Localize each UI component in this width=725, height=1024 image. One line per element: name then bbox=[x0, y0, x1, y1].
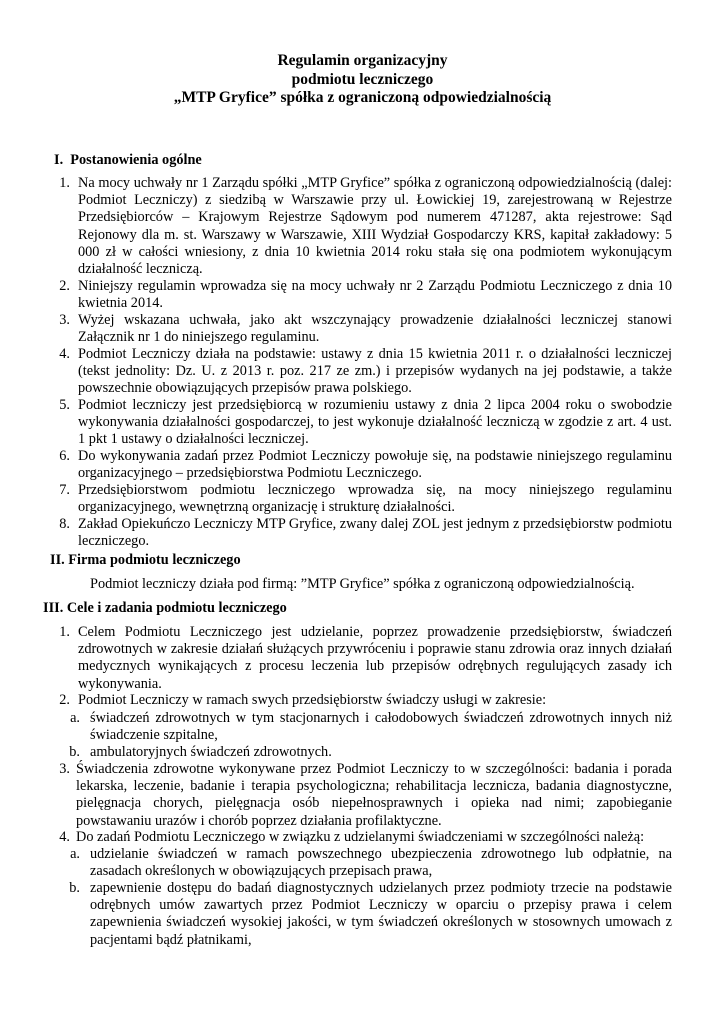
list-item-number: 7. bbox=[59, 482, 70, 498]
section-heading bbox=[54, 152, 202, 169]
list-item-text: Świadczenia zdrowotne wykonywane przez Podmiot Leczniczy to w szczególności: badania i porada lekarska, leczenie, badanie i terapia psychologiczna; rehabilitacja lecznicza, badania diagnostyczne, pielęgnacja chorych, pielęgnacja osób niepełnosprawnych i opieka nad nimi; zapobieganie powstawaniu urazów i chorób poprzez działania profilaktyczne. bbox=[76, 761, 672, 829]
list-item-text: Niniejszy regulamin wprowadza się na mocy uchwały nr 2 Zarządu Podmiotu Leczniczego z dnia 10 kwietnia 2014. bbox=[78, 278, 672, 312]
list-item-number: 4. bbox=[59, 346, 70, 362]
list-item-letter: b. bbox=[69, 744, 80, 760]
list-item-number: 4. bbox=[59, 829, 70, 845]
list-item-text: Do wykonywania zadań przez Podmiot Leczniczy powołuje się, na podstawie niniejszego regulaminu organizacyjnego – przedsiębiorstwa Podmiotu Leczniczego. bbox=[78, 448, 672, 482]
title-line: podmiotu leczniczego bbox=[291, 70, 434, 88]
list-item-text: Wyżej wskazana uchwała, jako akt wszczynający prowadzenie działalności leczniczej stanowi Załącznik nr 1 do niniejszego regulaminu. bbox=[78, 312, 672, 346]
title-line: „MTP Gryfice” spółka z ograniczoną odpowiedzialnością bbox=[173, 89, 552, 106]
list-item-number: 1. bbox=[59, 624, 70, 640]
list-item-text: Podmiot Leczniczy w ramach swych przedsiębiorstw świadczy usługi w zakresie: bbox=[78, 692, 547, 708]
list-item-number: 6. bbox=[59, 448, 70, 464]
list-item-letter: b. bbox=[69, 880, 80, 896]
list-item-number: 5. bbox=[59, 397, 70, 413]
list-item-letter: a. bbox=[70, 846, 80, 862]
list-item-text: Podmiot leczniczy jest przedsiębiorcą w rozumieniu ustawy z dnia 2 lipca 2004 roku o swobodzie wykonywania działalności gospodarczej, to jest wykonuje działalność leczniczą w zgodzie z art. 4 ust. 1 pkt 1 ustawy o działalności leczniczej. bbox=[78, 397, 672, 448]
section-number: II. bbox=[50, 552, 65, 568]
list-item-text: ambulatoryjnych świadczeń zdrowotnych. bbox=[90, 744, 332, 760]
list-item-text: Przedsiębiorstwom podmiotu leczniczego wprowadza się, na mocy niniejszego regulaminu organizacyjnego, wewnętrzną organizację i strukturę działalności. bbox=[78, 482, 672, 516]
section-heading bbox=[43, 600, 287, 617]
list-item-text: Celem Podmiotu Leczniczego jest udzielanie, poprzez prowadzenie przedsiębiorstw, świadczeń zdrowotnych w zakresie działań służących przywróceniu i poprawie stanu zdrowia oraz innych działań medycznych wynikających z procesu leczenia lub przepisów odrębnych regulujących zasady ich wykonywania. bbox=[78, 624, 672, 692]
section-title: Postanowienia ogólne bbox=[70, 152, 202, 168]
list-item-text: zapewnienie dostępu do badań diagnostycznych udzielanych przez podmioty trzecie na podstawie odrębnych umów zawartych przez Podmiot Leczniczy w oparciu o przepisy prawa i celem zapewnienia świadczeń wysokiej jakości, w tym świadczeń określonych w stosownych umowach z pacjentami bądź płatnikami, bbox=[90, 880, 672, 948]
section-heading bbox=[50, 552, 241, 569]
list-item-text: Podmiot Leczniczy działa na podstawie: ustawy z dnia 15 kwietnia 2011 r. o działalności leczniczej (tekst jednolity: Dz. U. z 2013 r. poz. 217 ze zm.) i przepisów wydanych na jej podstawie, a także powszechnie obowiązujących przepisów prawa polskiego. bbox=[78, 346, 672, 397]
list-item-text: świadczeń zdrowotnych w tym stacjonarnych i całodobowych świadczeń zdrowotnych innych niż świadczenie szpitalne, bbox=[90, 710, 672, 744]
list-item-number: 3. bbox=[59, 312, 70, 328]
list-item-number: 3. bbox=[59, 761, 70, 777]
section-number: I. bbox=[54, 152, 64, 168]
list-item-text: Na mocy uchwały nr 1 Zarządu spółki „MTP Gryfice” spółka z ograniczoną odpowiedzialnością (dalej: Podmiot Leczniczy) z siedzibą w Warszawie przy ul. Łowickiej 19, zarejestrowaną w Rejestrze Przedsiębiorców – Krajowym Rejestrze Sądowym pod numerem 471287, akta rejestrowe: Sąd Rejonowy dla m. st. Warszawy w Warszawie, XIII Wydział Gospodarczy KRS, kapitał zakładowy: 5 000 zł w całości wniesiony, z dnia 10 kwietnia 2014 roku stała się ona podmiotem wykonującym działalność leczniczą. bbox=[78, 175, 672, 278]
list-item-letter: a. bbox=[70, 710, 80, 726]
section-title: Firma podmiotu leczniczego bbox=[68, 552, 241, 568]
list-item-number: 1. bbox=[59, 175, 70, 191]
list-item-text: udzielanie świadczeń w ramach powszechnego ubezpieczenia zdrowotnego lub odpłatnie, na zasadach określonych w obowiązujących przepisach prawa, bbox=[90, 846, 672, 880]
paragraph-text: Podmiot leczniczy działa pod firmą: ”MTP Gryfice” spółka z ograniczoną odpowiedzialnością. bbox=[90, 576, 635, 592]
list-item-text: Do zadań Podmiotu Leczniczego w związku z udzielanymi świadczeniami w szczególności należą: bbox=[76, 829, 645, 845]
list-item-number: 2. bbox=[59, 278, 70, 294]
title-line: Regulamin organizacyjny bbox=[277, 52, 448, 69]
section-title: Cele i zadania podmiotu leczniczego bbox=[66, 600, 287, 616]
list-item-number: 8. bbox=[59, 516, 70, 532]
section-number: III. bbox=[43, 600, 64, 616]
list-item-text: Zakład Opiekuńczo Leczniczy MTP Gryfice, zwany dalej ZOL jest jednym z przedsiębiorstw podmiotu leczniczego. bbox=[78, 516, 672, 550]
document-title bbox=[0, 52, 725, 108]
list-item-number: 2. bbox=[59, 692, 70, 708]
